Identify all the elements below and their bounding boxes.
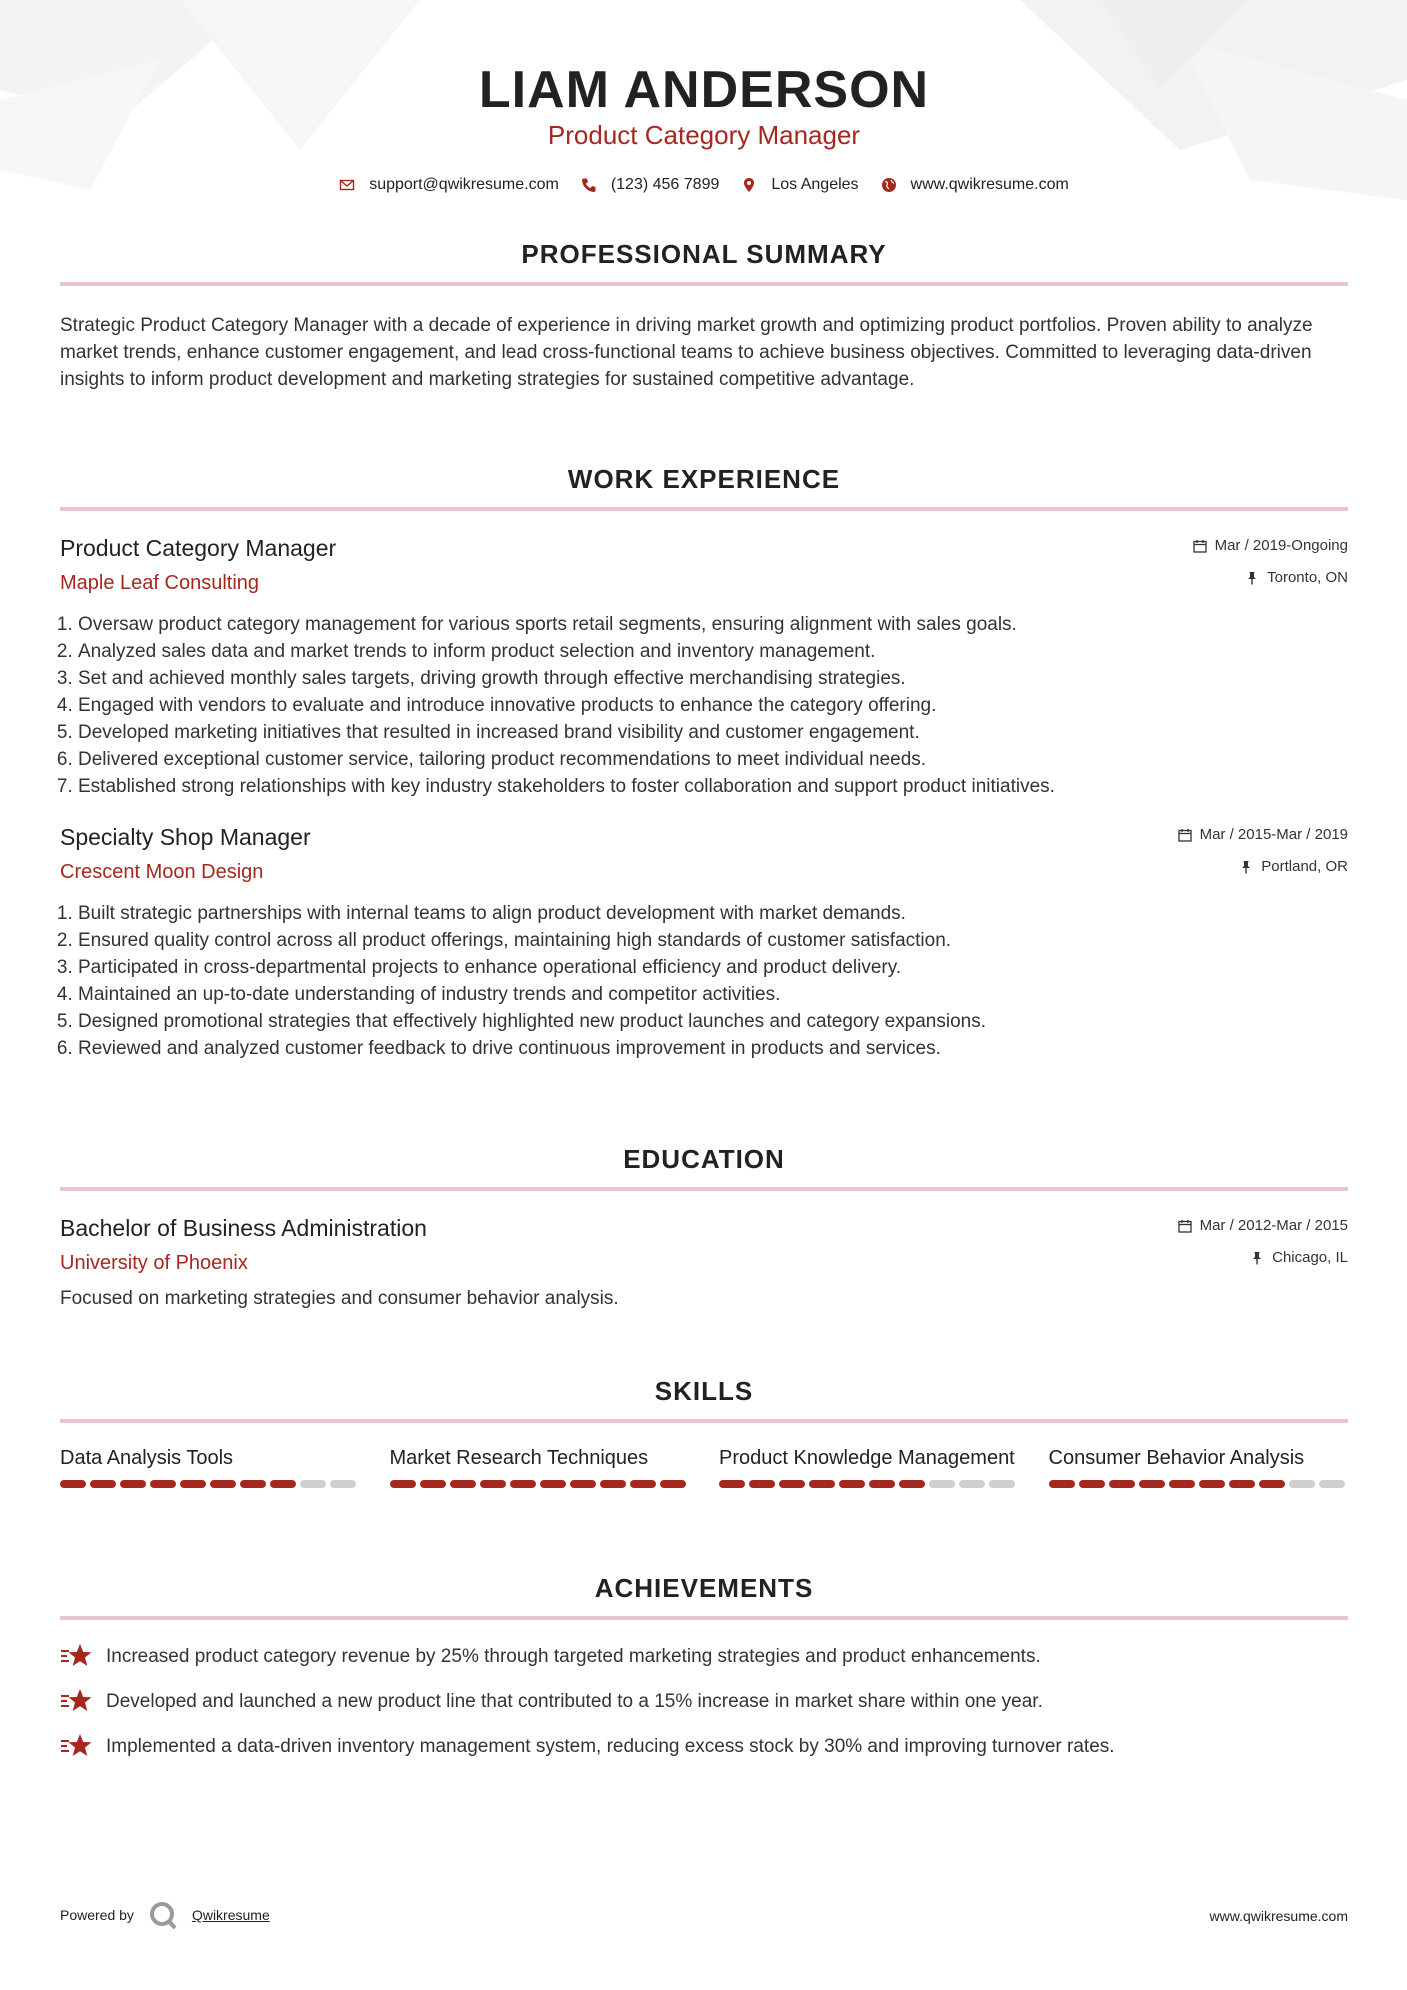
- skill-segment-empty: [959, 1480, 985, 1488]
- job-location: [1245, 569, 1348, 586]
- job-dates-text: Mar / 2015-Mar / 2019: [1199, 826, 1348, 843]
- achievement-text: Developed and launched a new product line that contributed to a 15% increase in market share within one year.: [106, 1690, 1043, 1712]
- contact-phone[interactable]: [581, 176, 720, 194]
- skill-segment-filled: [60, 1480, 86, 1488]
- section-title-achievements: ACHIEVEMENTS: [594, 1573, 814, 1603]
- job-location: [1239, 858, 1348, 875]
- achievement-list: [60, 1642, 1348, 1760]
- section-title-skills: SKILLS: [654, 1376, 754, 1406]
- job-dates: [1178, 826, 1348, 843]
- skill-segment-empty: [330, 1480, 356, 1488]
- skill-segment-filled: [719, 1480, 745, 1488]
- skill-segment-filled: [90, 1480, 116, 1488]
- skill-segment-filled: [779, 1480, 805, 1488]
- skill-name: Market Research Techniques: [389, 1447, 649, 1469]
- summary-section: [60, 238, 1348, 393]
- pushpin-icon: [1245, 571, 1259, 585]
- job-location-text: Portland, OR: [1261, 858, 1348, 875]
- education-description: Focused on marketing strategies and consumer behavior analysis.: [60, 1288, 619, 1309]
- section-title-experience: WORK EXPERIENCE: [567, 464, 841, 494]
- job-dates-text: Mar / 2019-Ongoing: [1214, 537, 1348, 554]
- skill-segment-filled: [270, 1480, 296, 1488]
- achievement-text: Implemented a data-driven inventory management system, reducing excess stock by 30% and improving turnover rates.: [106, 1735, 1115, 1757]
- skill-segment-filled: [390, 1480, 416, 1488]
- duty-item: 5. Developed marketing initiatives that resulted in increased brand visibility and customer engagement.: [78, 719, 1348, 746]
- education-entry: [60, 1213, 1348, 1312]
- globe-icon: [881, 177, 897, 193]
- contact-website[interactable]: [881, 176, 1069, 194]
- school-name: University of Phoenix: [60, 1252, 248, 1274]
- skill-segment-filled: [510, 1480, 536, 1488]
- star-award-icon: [60, 1732, 94, 1760]
- achievement-item: [60, 1732, 1348, 1760]
- job-entry: [60, 822, 1348, 1062]
- calendar-icon: [1178, 828, 1192, 842]
- experience-section: [60, 463, 1348, 1062]
- skill-segment-empty: [929, 1480, 955, 1488]
- skill-segment-filled: [540, 1480, 566, 1488]
- skill-segment-filled: [240, 1480, 266, 1488]
- education-location-text: Chicago, IL: [1272, 1249, 1348, 1266]
- skill-segment-filled: [1259, 1480, 1285, 1488]
- contact-website-text: www.qwikresume.com: [910, 176, 1069, 193]
- contact-bar: [60, 172, 1348, 198]
- section-title-summary: PROFESSIONAL SUMMARY: [521, 239, 887, 269]
- candidate-title: Product Category Manager: [547, 120, 861, 150]
- contact-location: [741, 176, 858, 194]
- education-header: [60, 1213, 1348, 1277]
- qwikresume-link[interactable]: Qwikresume: [191, 1907, 270, 1923]
- job-location-text: Toronto, ON: [1267, 569, 1348, 586]
- skill-segment-empty: [989, 1480, 1015, 1488]
- education-location: [1250, 1249, 1348, 1266]
- summary-text: Strategic Product Category Manager with a decade of experience in driving market growth and optimizing product portfolios. Proven ability to analyze market trends, enhance customer engagement, and lead cross-functional teams to achieve business objectives. Committed to leveraging data-driven insights to inform product development and marketing strategies for sustained competitive advantage.: [60, 315, 1313, 390]
- job-entry: [60, 533, 1348, 800]
- duty-item: 5. Designed promotional strategies that effectively highlighted new product launches and category expansions.: [78, 1008, 1348, 1035]
- duty-list: [60, 611, 1348, 800]
- skill-name: Consumer Behavior Analysis: [1048, 1447, 1305, 1469]
- skill-segment-filled: [210, 1480, 236, 1488]
- achievement-item: [60, 1642, 1348, 1670]
- section-divider: [60, 1187, 1348, 1191]
- section-divider: [60, 282, 1348, 286]
- skill-rating-bar: [1049, 1480, 1349, 1488]
- skill-item: [719, 1445, 1019, 1488]
- skill-segment-empty: [1289, 1480, 1315, 1488]
- skills-grid: [60, 1445, 1348, 1488]
- contact-email-text: support@qwikresume.com: [369, 176, 559, 193]
- duty-item: 4. Maintained an up-to-date understanding of industry trends and competitor activities.: [78, 981, 1348, 1008]
- skill-item: [390, 1445, 690, 1488]
- skill-segment-filled: [899, 1480, 925, 1488]
- skill-segment-filled: [150, 1480, 176, 1488]
- degree-name: Bachelor of Business Administration: [60, 1215, 427, 1241]
- job-role: Specialty Shop Manager: [60, 824, 311, 850]
- duty-item: 6. Delivered exceptional customer service, tailoring product recommendations to meet individual needs.: [78, 746, 1348, 773]
- duty-item: 2. Analyzed sales data and market trends to inform product selection and inventory management.: [78, 638, 1348, 665]
- contact-email[interactable]: [339, 176, 559, 194]
- skill-segment-filled: [1109, 1480, 1135, 1488]
- powered-by: [60, 1900, 270, 1930]
- skill-segment-filled: [570, 1480, 596, 1488]
- section-divider: [60, 507, 1348, 511]
- skill-name: Data Analysis Tools: [60, 1447, 234, 1469]
- duty-item: 1. Oversaw product category management for various sports retail segments, ensuring alignment with sales goals.: [78, 611, 1348, 638]
- skill-segment-filled: [1139, 1480, 1165, 1488]
- footer-website[interactable]: www.qwikresume.com: [1209, 1908, 1348, 1924]
- duty-item: 3. Participated in cross-departmental projects to enhance operational efficiency and product delivery.: [78, 954, 1348, 981]
- skill-segment-filled: [1169, 1480, 1195, 1488]
- skill-segment-empty: [1319, 1480, 1345, 1488]
- skill-segment-filled: [1229, 1480, 1255, 1488]
- section-title-education: EDUCATION: [623, 1144, 785, 1174]
- job-company: Crescent Moon Design: [60, 861, 264, 883]
- skill-segment-filled: [869, 1480, 895, 1488]
- section-divider: [60, 1419, 1348, 1423]
- skill-rating-bar: [719, 1480, 1019, 1488]
- education-dates-text: Mar / 2012-Mar / 2015: [1199, 1217, 1348, 1234]
- skill-item: [1049, 1445, 1349, 1488]
- candidate-name: LIAM ANDERSON: [478, 61, 930, 119]
- map-pin-icon: [741, 177, 757, 193]
- page-footer: [60, 1900, 1348, 1934]
- contact-phone-text: (123) 456 7899: [610, 176, 720, 193]
- skill-item: [60, 1445, 360, 1488]
- calendar-icon: [1193, 539, 1207, 553]
- skill-segment-filled: [120, 1480, 146, 1488]
- job-company: Maple Leaf Consulting: [60, 572, 260, 594]
- pushpin-icon: [1239, 860, 1253, 874]
- skill-segment-filled: [420, 1480, 446, 1488]
- achievement-text: Increased product category revenue by 25% through targeted marketing strategies and product enhancements.: [106, 1645, 1041, 1667]
- skill-segment-filled: [450, 1480, 476, 1488]
- skill-rating-bar: [390, 1480, 690, 1488]
- skill-segment-filled: [1199, 1480, 1225, 1488]
- job-header: [60, 822, 1348, 886]
- contact-location-text: Los Angeles: [771, 176, 859, 193]
- calendar-icon: [1178, 1219, 1192, 1233]
- skill-segment-filled: [660, 1480, 686, 1488]
- duty-item: 7. Established strong relationships with key industry stakeholders to foster collaboration and support product initiatives.: [78, 773, 1348, 800]
- pushpin-icon: [1250, 1251, 1264, 1265]
- skill-segment-filled: [1049, 1480, 1075, 1488]
- duty-item: 2. Ensured quality control across all product offerings, maintaining high standards of customer satisfaction.: [78, 927, 1348, 954]
- duty-item: 6. Reviewed and analyzed customer feedback to drive continuous improvement in products and services.: [78, 1035, 1348, 1062]
- skill-segment-filled: [180, 1480, 206, 1488]
- skill-segment-filled: [630, 1480, 656, 1488]
- job-role: Product Category Manager: [60, 535, 337, 561]
- envelope-icon: [339, 177, 355, 193]
- skill-name: Product Knowledge Management: [719, 1447, 1015, 1469]
- duty-item: 1. Built strategic partnerships with internal teams to align product development with market demands.: [78, 900, 1348, 927]
- duty-item: 3. Set and achieved monthly sales targets, driving growth through effective merchandising strategies.: [78, 665, 1348, 692]
- achievement-item: [60, 1687, 1348, 1715]
- skill-segment-filled: [809, 1480, 835, 1488]
- star-award-icon: [60, 1642, 94, 1670]
- skill-segment-filled: [839, 1480, 865, 1488]
- qwikresume-logo-icon: [148, 1900, 178, 1930]
- phone-icon: [581, 177, 597, 193]
- skills-section: [60, 1375, 1348, 1488]
- job-dates: [1193, 537, 1348, 554]
- job-header: [60, 533, 1348, 597]
- skill-rating-bar: [60, 1480, 360, 1488]
- achievements-section: [60, 1572, 1348, 1777]
- education-section: [60, 1143, 1348, 1312]
- star-award-icon: [60, 1687, 94, 1715]
- skill-segment-empty: [300, 1480, 326, 1488]
- duty-list: [60, 900, 1348, 1062]
- skill-segment-filled: [1079, 1480, 1105, 1488]
- skill-segment-filled: [749, 1480, 775, 1488]
- duty-item: 4. Engaged with vendors to evaluate and introduce innovative products to enhance the category offering.: [78, 692, 1348, 719]
- skill-segment-filled: [480, 1480, 506, 1488]
- education-dates: [1178, 1217, 1348, 1234]
- skill-segment-filled: [600, 1480, 626, 1488]
- section-divider: [60, 1616, 1348, 1620]
- powered-by-label: Powered by: [60, 1907, 134, 1923]
